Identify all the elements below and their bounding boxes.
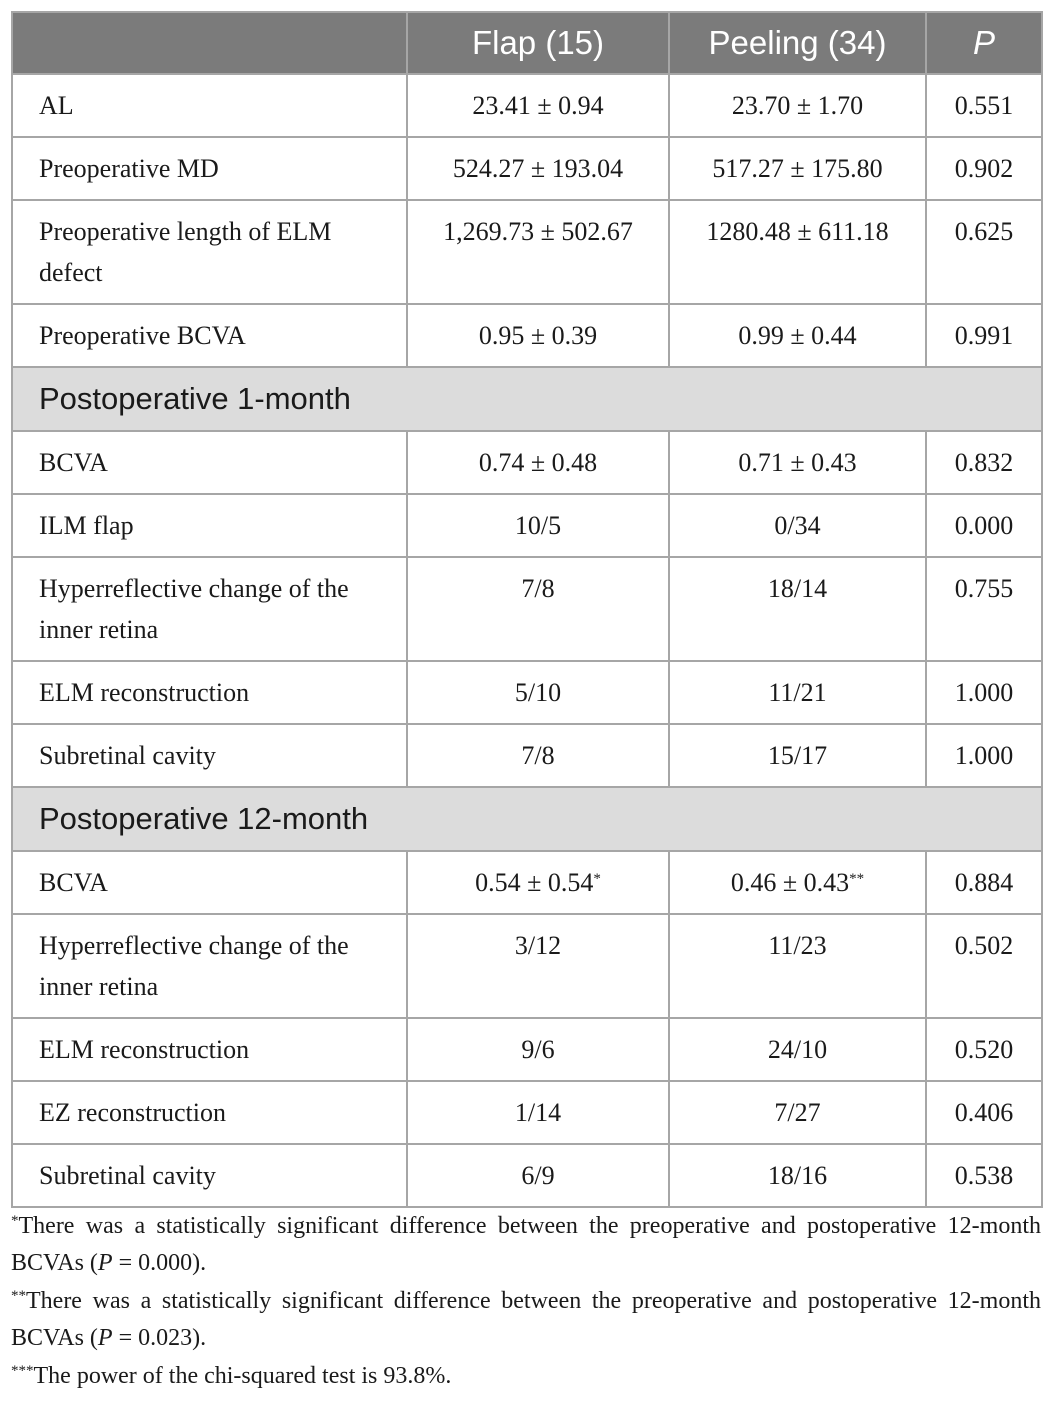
footnote-p-value: = 0.000). xyxy=(112,1250,207,1276)
flap-value: 0.74 ± 0.48 xyxy=(407,431,669,494)
footnote-mark: ** xyxy=(849,871,865,887)
footnote xyxy=(11,1283,1041,1357)
p-value: 0.502 xyxy=(926,914,1042,1018)
table-row xyxy=(12,137,1042,200)
table-row xyxy=(12,661,1042,724)
p-value: 0.884 xyxy=(926,851,1042,914)
row-label: EZ reconstruction xyxy=(12,1081,407,1144)
flap-value: 3/12 xyxy=(407,914,669,1018)
table-row xyxy=(12,1081,1042,1144)
flap-value: 23.41 ± 0.94 xyxy=(407,74,669,137)
peeling-value: 23.70 ± 1.70 xyxy=(669,74,926,137)
row-label: Subretinal cavity xyxy=(12,1144,407,1207)
p-value: 0.902 xyxy=(926,137,1042,200)
flap-value-text: 0.54 ± 0.54 xyxy=(475,868,594,897)
footnote xyxy=(11,1208,1041,1282)
footnote-p-label: P xyxy=(97,1250,113,1276)
footnote-p-label: P xyxy=(97,1325,113,1351)
peeling-value: 1280.48 ± 611.18 xyxy=(669,200,926,304)
table-row xyxy=(12,851,1042,914)
p-value: 0.000 xyxy=(926,494,1042,557)
flap-value: 0.95 ± 0.39 xyxy=(407,304,669,367)
footnote-mark: * xyxy=(11,1213,19,1229)
flap-value: 1,269.73 ± 502.67 xyxy=(407,200,669,304)
p-value: 0.755 xyxy=(926,557,1042,661)
row-label: Preoperative length of ELM defect xyxy=(12,200,407,304)
peeling-value: 0.99 ± 0.44 xyxy=(669,304,926,367)
row-label: Subretinal cavity xyxy=(12,724,407,787)
p-value: 0.625 xyxy=(926,200,1042,304)
flap-value: 5/10 xyxy=(407,661,669,724)
row-label: Preoperative MD xyxy=(12,137,407,200)
section-title: Postoperative 12-month xyxy=(12,787,1042,851)
header-peeling: Peeling (34) xyxy=(669,12,926,74)
table-row xyxy=(12,914,1042,1018)
peeling-value: 7/27 xyxy=(669,1081,926,1144)
p-value: 1.000 xyxy=(926,661,1042,724)
table-row xyxy=(12,1018,1042,1081)
flap-value: 6/9 xyxy=(407,1144,669,1207)
peeling-value: 0.71 ± 0.43 xyxy=(669,431,926,494)
p-value: 0.538 xyxy=(926,1144,1042,1207)
table-row xyxy=(12,557,1042,661)
flap-value xyxy=(407,851,669,914)
row-label: BCVA xyxy=(12,851,407,914)
p-value: 0.406 xyxy=(926,1081,1042,1144)
table-row xyxy=(12,74,1042,137)
flap-value: 10/5 xyxy=(407,494,669,557)
peeling-value-text: 0.46 ± 0.43 xyxy=(730,868,850,897)
row-label: Preoperative BCVA xyxy=(12,304,407,367)
flap-value: 9/6 xyxy=(407,1018,669,1081)
table-row xyxy=(12,1144,1042,1207)
row-label: ELM reconstruction xyxy=(12,661,407,724)
table-row xyxy=(12,494,1042,557)
footnote-mark: *** xyxy=(11,1363,34,1379)
section-header-1-month xyxy=(12,367,1042,431)
peeling-value: 11/21 xyxy=(669,661,926,724)
row-label: BCVA xyxy=(12,431,407,494)
peeling-value: 15/17 xyxy=(669,724,926,787)
header-p: P xyxy=(926,12,1042,74)
p-value: 0.551 xyxy=(926,74,1042,137)
footnotes xyxy=(11,1208,1041,1396)
header-flap: Flap (15) xyxy=(407,12,669,74)
results-table xyxy=(11,11,1043,1208)
footnote-text: There was a statistically significant difference between the preoperative and postoperative 12-month BCVAs ( xyxy=(11,1213,1041,1276)
header-blank xyxy=(12,12,407,74)
p-value: 0.832 xyxy=(926,431,1042,494)
peeling-value: 0/34 xyxy=(669,494,926,557)
peeling-value: 517.27 ± 175.80 xyxy=(669,137,926,200)
p-value: 0.520 xyxy=(926,1018,1042,1081)
flap-value: 524.27 ± 193.04 xyxy=(407,137,669,200)
peeling-value: 24/10 xyxy=(669,1018,926,1081)
flap-value: 7/8 xyxy=(407,557,669,661)
header-row xyxy=(12,12,1042,74)
peeling-value: 18/16 xyxy=(669,1144,926,1207)
table-row xyxy=(12,724,1042,787)
peeling-value: 11/23 xyxy=(669,914,926,1018)
footnote-text: The power of the chi-squared test is 93.8%. xyxy=(33,1363,452,1389)
row-label: Hyperreflective change of the inner retina xyxy=(12,557,407,661)
peeling-value: 18/14 xyxy=(669,557,926,661)
footnote-text: There was a statistically significant difference between the preoperative and postoperative 12-month BCVAs ( xyxy=(11,1288,1041,1351)
footnote-mark: ** xyxy=(11,1288,26,1304)
flap-value: 1/14 xyxy=(407,1081,669,1144)
p-value: 1.000 xyxy=(926,724,1042,787)
row-label: ILM flap xyxy=(12,494,407,557)
row-label: ELM reconstruction xyxy=(12,1018,407,1081)
footnote-mark: * xyxy=(593,871,601,887)
footnote-p-value: = 0.023). xyxy=(112,1325,207,1351)
table-row xyxy=(12,431,1042,494)
table-row xyxy=(12,304,1042,367)
row-label: Hyperreflective change of the inner retina xyxy=(12,914,407,1018)
section-title: Postoperative 1-month xyxy=(12,367,1042,431)
table-row xyxy=(12,200,1042,304)
row-label: AL xyxy=(12,74,407,137)
section-header-12-month xyxy=(12,787,1042,851)
peeling-value xyxy=(669,851,926,914)
footnote xyxy=(11,1358,1041,1395)
p-value: 0.991 xyxy=(926,304,1042,367)
flap-value: 7/8 xyxy=(407,724,669,787)
